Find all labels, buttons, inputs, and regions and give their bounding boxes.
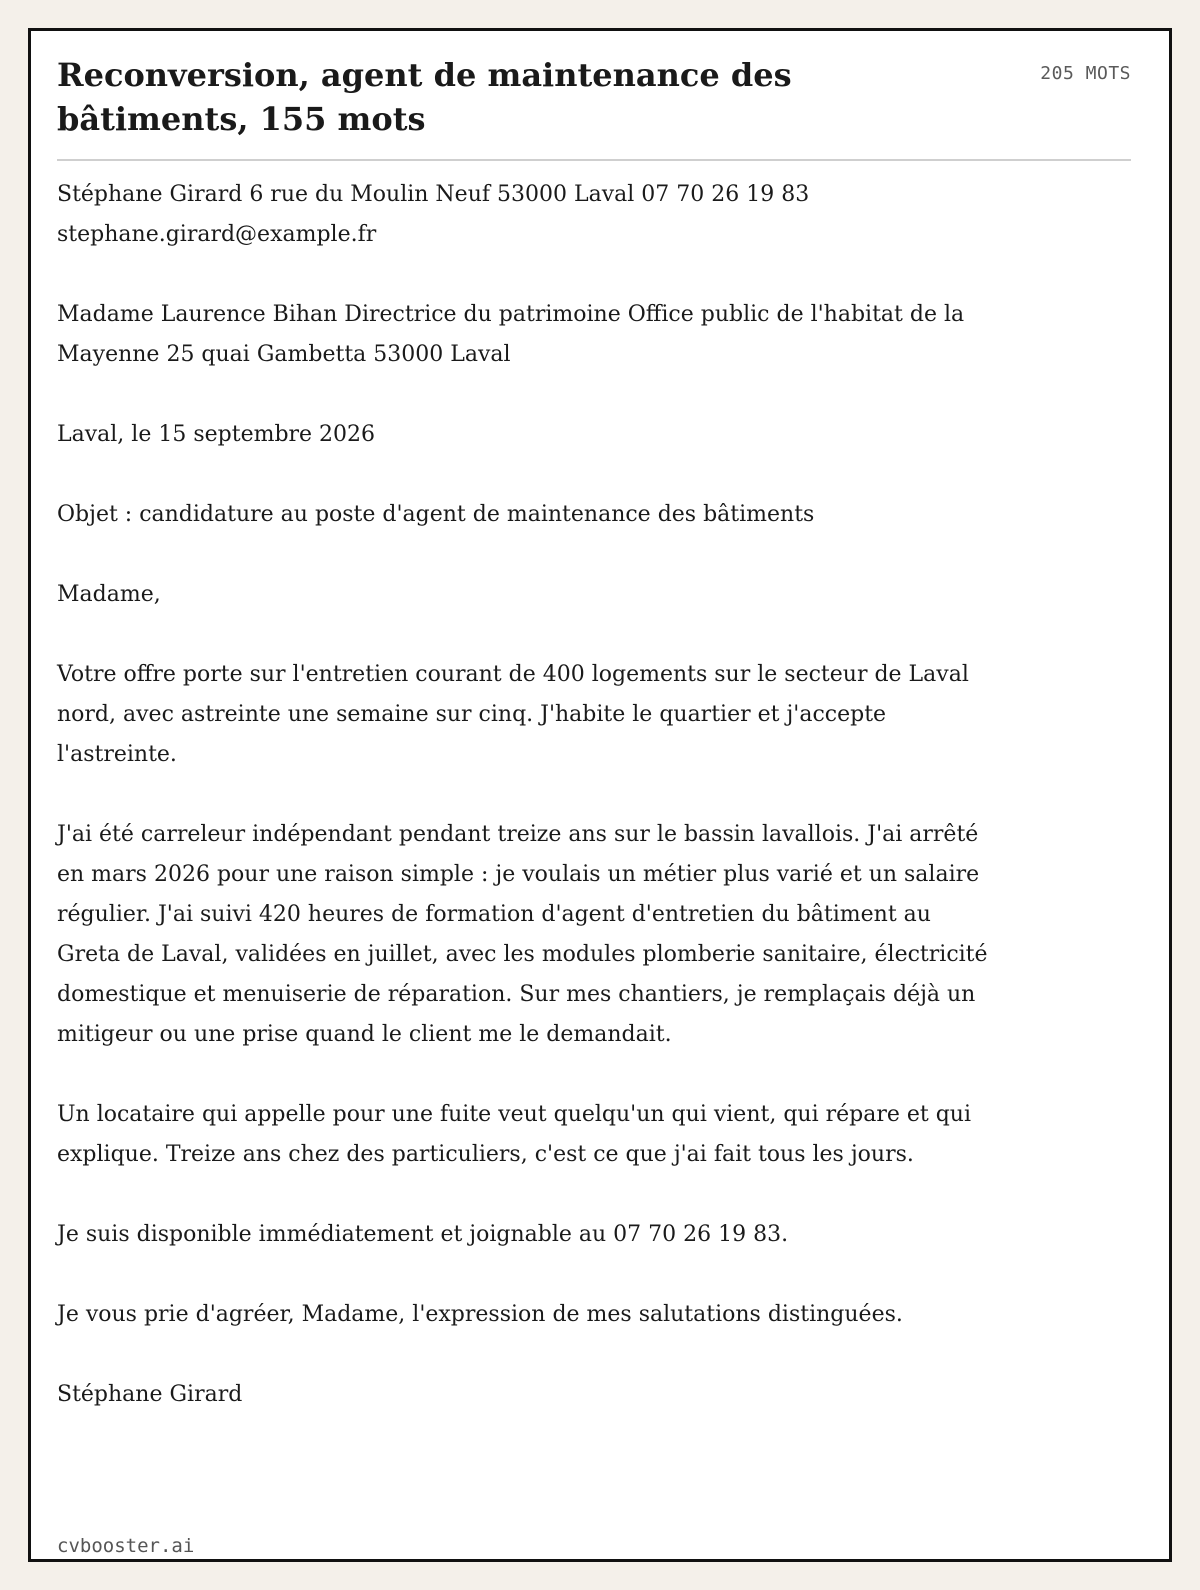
recipient-block: Madame Laurence Bihan Directrice du patrimoine Office public de l'habitat de la Mayenne 25 quai Gambetta 53000 Laval [57, 302, 965, 367]
footer-brand: cvbooster.ai [57, 1535, 195, 1557]
header-divider [57, 159, 1131, 161]
letter-paragraph: Un locataire qui appelle pour une fuite veut quelqu'un qui vient, qui répare et qui explique. Treize ans chez des particuliers, c'est ce que j'ai fait tous les jours. [57, 1102, 972, 1167]
letter-paragraph: Votre offre porte sur l'entretien courant de 400 logements sur le secteur de Laval nord, avec astreinte une semaine sur cinq. J'habite le quartier et j'accepte l'astreinte. [57, 662, 969, 767]
letter-card [28, 28, 1172, 1562]
page-title: Reconversion, agent de maintenance des bâtiments, 155 mots [57, 56, 792, 138]
letter-closing: Je vous prie d'agréer, Madame, l'expression de mes salutations distinguées. [57, 1302, 903, 1327]
word-count-badge: 205 MOTS [1040, 63, 1131, 84]
letter-signature: Stéphane Girard [57, 1382, 243, 1407]
letter-header [57, 53, 1131, 141]
letter-paragraph: Je suis disponible immédiatement et joignable au 07 70 26 19 83. [57, 1222, 789, 1247]
letter-subject: Objet : candidature au poste d'agent de maintenance des bâtiments [57, 502, 815, 527]
letter-date: Laval, le 15 septembre 2026 [57, 422, 376, 447]
letter-salutation: Madame, [57, 582, 161, 607]
letter-body [57, 175, 997, 1415]
sender-block: Stéphane Girard 6 rue du Moulin Neuf 53000 Laval 07 70 26 19 83 stephane.girard@example.fr [57, 182, 810, 247]
letter-paragraph: J'ai été carreleur indépendant pendant treize ans sur le bassin lavallois. J'ai arrêté en mars 2026 pour une raison simple : je voulais un métier plus varié et un salaire régulier. J'ai suivi 420 heures de formation d'agent d'entretien du bâtiment au Greta de Laval, validées en juillet, avec les modules plomberie sanitaire, électricité domestique et menuiserie de réparation. Sur mes chantiers, je remplaçais déjà un mitigeur ou une prise quand le client me le demandait. [57, 822, 988, 1047]
